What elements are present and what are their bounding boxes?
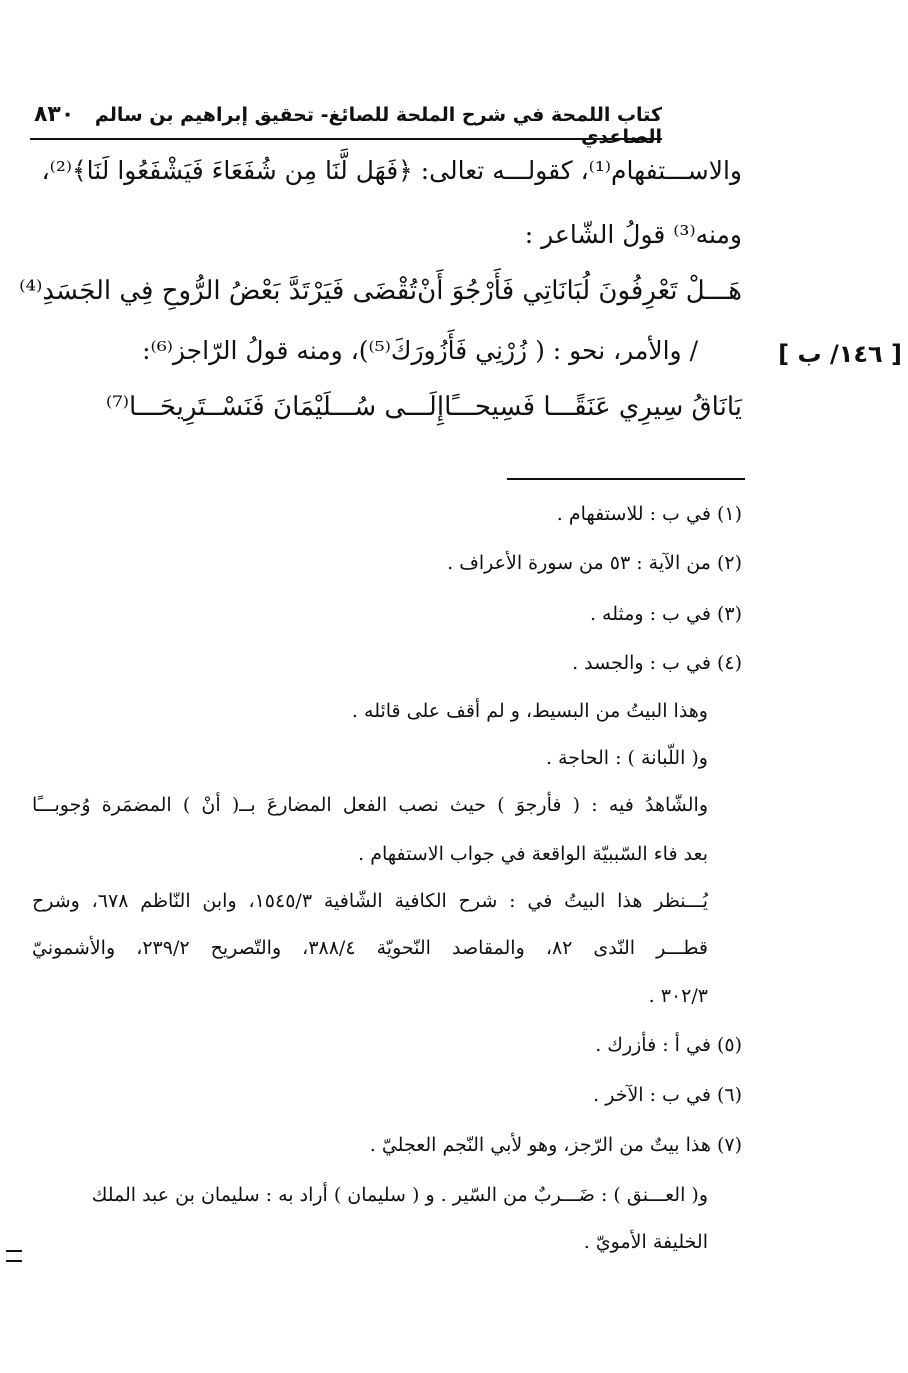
page-header: [30, 96, 662, 148]
main-line-1: والاســـتفهام⁽¹⁾، كقولـــه تعالى: ﴿فَهَل لَّنَا مِن شُفَعَاءَ فَيَشْفَعُوا لَنَا﴾⁽²⁾،: [41, 156, 742, 185]
footnote-4-evidence-cont: بعد فاء السّببيّة الواقعة في جواب الاستفهام .: [358, 843, 708, 865]
footnote-4-evidence: والشّاهدُ فيه : ( فأرجوَ ) حيث نصب الفعل المضارعَ بــ( أنْ ) المضمَرة وُجوبـــًا: [32, 794, 708, 816]
footnote-4-sources: يُـــنظر هذا البيتُ في : شرح الكافية الشّافية ١٥٤٥/٣، وابن النّاظم ٦٧٨، وشرح: [32, 890, 708, 912]
footnote-separator: [507, 478, 745, 480]
footnote-7-gloss-cont: الخليفة الأمويّ .: [583, 1231, 708, 1253]
footnote-5: (٥) في أ : فأزرك .: [595, 1034, 742, 1056]
verse-1: [19, 276, 742, 306]
verse-2: [105, 392, 742, 422]
footnote-7: (٧) هذا بيتٌ من الرّجز، وهو لأبي النّجم العجليّ .: [369, 1134, 742, 1156]
page-number: ٨٣٠: [34, 102, 75, 127]
footnote-4-gloss: و( اللّبانة ) : الحاجة .: [545, 747, 708, 769]
manuscript-folio-reference: [ ١٤٦/ ب ]: [778, 340, 902, 368]
footnote-2: (٢) من الآية : ٥٣ من سورة الأعراف .: [447, 552, 742, 574]
footnote-4-sources-end: ٣٠٢/٣ .: [648, 985, 708, 1007]
verse-2-second-hemistich: إِلَـــى سُـــلَيْمَانَ فَنَسْــتَرِيحَـــا⁽⁷⁾: [105, 392, 445, 422]
footnote-3: (٣) في ب : ومثله .: [589, 603, 742, 625]
edge-mark: [6, 1250, 22, 1262]
verse-2-first-hemistich: يَانَاقُ سِيرِي عَنَقًـــا فَسِيحـــًا: [444, 392, 742, 422]
footnote-6: (٦) في ب : الآخر .: [593, 1084, 742, 1106]
main-line-3: / والأمر، نحو : ( زُرْنِي فَأَزُورَكَ⁽⁵⁾)، ومنه قولُ الرّاجز⁽⁶⁾:: [142, 336, 698, 365]
verse-1-second-hemistich: تُقْضَى فَيَرْتَدَّ بَعْضُ الرُّوحِ فِي الجَسَدِ⁽⁴⁾: [19, 276, 418, 306]
book-title: كتاب اللمحة في شرح الملحة للصائغ- تحقيق إبراهيم بن سالم الصاعدي: [94, 104, 662, 148]
footnote-7-gloss: و( العـــنق ) : ضَـــربٌ من السّير . و ( سليمان ) أراد به : سليمان بن عبد الملك: [91, 1184, 708, 1206]
verse-1-first-hemistich: هَـــلْ تَعْرِفُونَ لُبَانَاتِي فَأَرْجُوَ أَنْ: [417, 276, 742, 306]
footnote-4: (٤) في ب : والجسد .: [572, 652, 742, 674]
footnote-4-meter: وهذا البيتُ من البسيط، و لم أقف على قائله .: [351, 700, 708, 722]
main-line-2: ومنه⁽³⁾ قولُ الشّاعر :: [524, 220, 742, 249]
footnote-1: (١) في ب : للاستفهام .: [556, 503, 742, 525]
footnote-4-sources-cont: قطـــر النّدى ٨٢، والمقاصد النّحويّة ٣٨٨/٤، والتّصريح ٢٣٩/٢، والأشمونيّ: [32, 937, 708, 959]
